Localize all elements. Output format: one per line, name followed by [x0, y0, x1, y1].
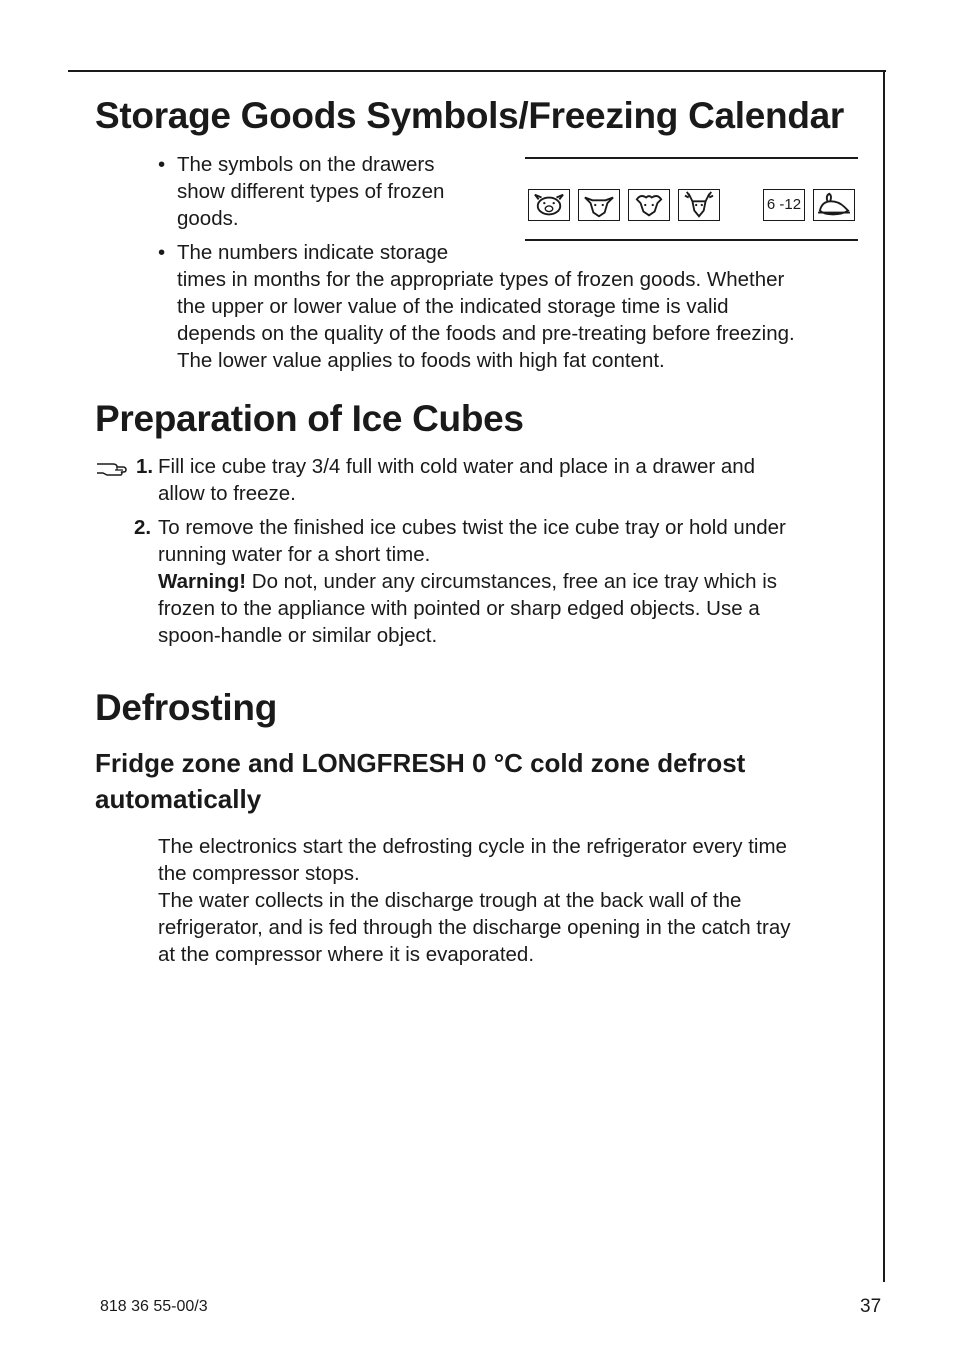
storage-months-label: 6 -12	[763, 189, 805, 221]
bullet-dot: •	[158, 153, 166, 176]
hand-pointer-icon	[95, 458, 129, 478]
bullet2-line3: the upper or lower value of the indicated storage time is valid	[177, 295, 729, 318]
bullet2-line2: times in months for the appropriate types of frozen goods. Whether	[177, 268, 785, 291]
sheep-icon	[628, 189, 670, 221]
document-code: 818 36 55-00/3	[100, 1298, 208, 1315]
defrost-para-line2: the compressor stops.	[158, 862, 360, 885]
defrost-para-line4: refrigerator, and is fed through the discharge opening in the catch tray	[158, 916, 791, 939]
bullet1-line1: The symbols on the drawers	[177, 153, 435, 176]
defrosting-subtitle: Fridge zone and LONGFRESH 0 °C cold zone defrost automatically	[95, 748, 746, 814]
symbols-top-line	[525, 157, 858, 159]
defrost-para-line1: The electronics start the defrosting cycle in the refrigerator every time	[158, 835, 787, 858]
storage-title: Storage Goods Symbols/Freezing Calendar	[95, 95, 845, 136]
step2-line1: To remove the finished ice cubes twist the ice cube tray or hold under	[158, 516, 786, 539]
step-number: 1.	[136, 455, 154, 478]
defrost-para-line3: The water collects in the discharge trough at the back wall of the	[158, 889, 742, 912]
deer-icon	[678, 189, 720, 221]
step2-line2: running water for a short time.	[158, 543, 431, 566]
warning-line3: spoon-handle or similar object.	[158, 624, 438, 647]
defrosting-title: Defrosting	[95, 687, 278, 728]
freezing-symbols-panel	[525, 157, 858, 241]
warning-line2: frozen to the appliance with pointed or sharp edged objects. Use a	[158, 597, 760, 620]
step1-line1: Fill ice cube tray 3/4 full with cold water and place in a drawer and	[158, 455, 756, 478]
calf-icon	[578, 189, 620, 221]
warning-label: Warning!	[158, 570, 247, 593]
bullet1-line2: show different types of frozen	[177, 180, 445, 203]
bullet2-line5: The lower value applies to foods with high fat content.	[177, 349, 665, 372]
warning-line1	[158, 568, 777, 595]
pig-icon	[528, 189, 570, 221]
bullet-dot: •	[158, 241, 166, 264]
poultry-icon	[813, 189, 855, 221]
page-number: 37	[860, 1296, 882, 1317]
bullet2-line4: depends on the quality of the foods and pre-treating before freezing.	[177, 322, 795, 345]
ice-cubes-title: Preparation of Ice Cubes	[95, 398, 524, 439]
top-rule	[68, 70, 886, 72]
defrost-para-line5: at the compressor where it is evaporated.	[158, 943, 535, 966]
right-rule	[883, 70, 885, 1282]
step-number: 2.	[134, 516, 152, 539]
bullet2-line1: The numbers indicate storage	[177, 241, 449, 264]
bullet1-line3: goods.	[177, 207, 239, 230]
symbols-bottom-line	[525, 239, 858, 241]
step1-line2: allow to freeze.	[158, 482, 296, 505]
warning-text: Do not, under any circumstances, free an ice tray which is	[246, 570, 778, 593]
